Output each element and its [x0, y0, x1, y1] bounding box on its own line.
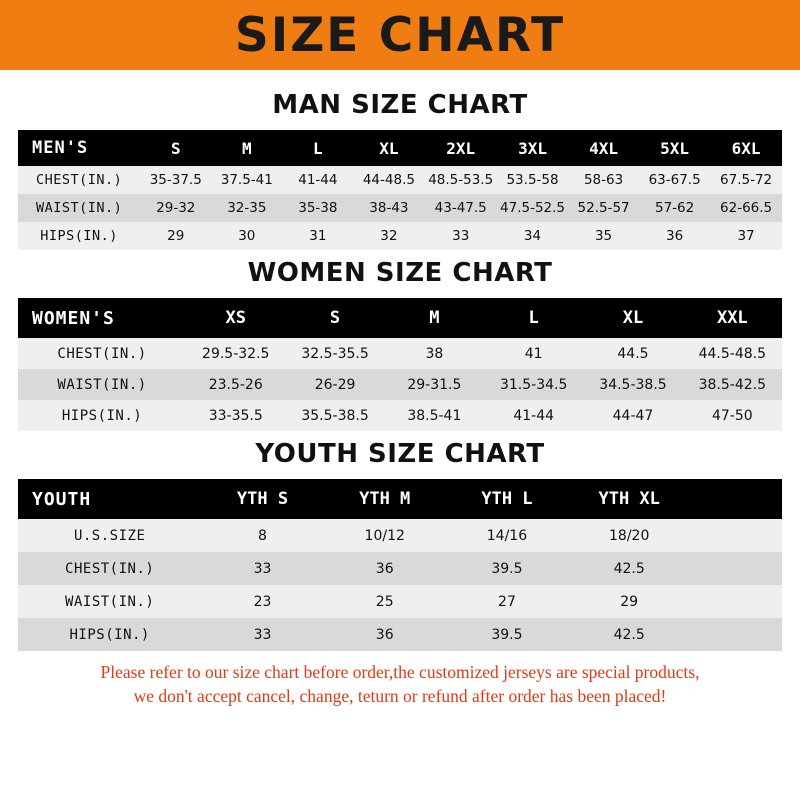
men-header-5xl: 5XL: [639, 130, 710, 166]
men-hips-5xl: 36: [639, 222, 710, 250]
men-header-s: S: [140, 130, 211, 166]
men-hips-4xl: 35: [568, 222, 639, 250]
page-title: SIZE CHART: [234, 7, 566, 63]
table-row: [18, 194, 782, 222]
youth-hips-spacer: [690, 618, 782, 651]
women-section-title: WOMEN SIZE CHART: [247, 258, 553, 288]
men-header-4xl: 4XL: [568, 130, 639, 166]
men-waist-4xl: 52.5-57: [568, 194, 639, 222]
table-row: [18, 400, 782, 431]
men-chest-3xl: 53.5-58: [497, 166, 568, 194]
women-chest-xs: 29.5-32.5: [186, 338, 285, 369]
men-chest-s: 35-37.5: [140, 166, 211, 194]
header-spacer: [0, 70, 800, 82]
men-chest-2xl: 48.5-53.5: [424, 166, 497, 194]
youth-header-yth-xl: YTH XL: [568, 479, 690, 519]
men-waist-m: 32-35: [211, 194, 282, 222]
youth-chest-spacer: [690, 552, 782, 585]
men-size-table: [18, 130, 782, 250]
youth-row-hips-label: HIPS(IN.): [18, 618, 201, 651]
women-waist-xl: 34.5-38.5: [583, 369, 682, 400]
men-waist-3xl: 47.5-52.5: [497, 194, 568, 222]
men-row-chest-label: CHEST(IN.): [18, 166, 140, 194]
men-hips-s: 29: [140, 222, 211, 250]
table-row: [18, 552, 782, 585]
women-chest-m: 38: [385, 338, 484, 369]
women-header-l: L: [484, 298, 583, 338]
women-header-xl: XL: [583, 298, 682, 338]
men-row-hips-label: HIPS(IN.): [18, 222, 140, 250]
women-waist-s: 26-29: [285, 369, 384, 400]
youth-header-yth-l: YTH L: [446, 479, 568, 519]
women-row-hips-label: HIPS(IN.): [18, 400, 186, 431]
youth-row-waist-label: WAIST(IN.): [18, 585, 201, 618]
men-header-l: L: [282, 130, 353, 166]
women-waist-xs: 23.5-26: [186, 369, 285, 400]
men-chest-6xl: 67.5-72: [710, 166, 782, 194]
youth-waist-spacer: [690, 585, 782, 618]
women-hips-s: 35.5-38.5: [285, 400, 384, 431]
men-header-xl: XL: [353, 130, 424, 166]
women-chest-s: 32.5-35.5: [285, 338, 384, 369]
table-row: [18, 166, 782, 194]
youth-header-spacer: [690, 479, 782, 519]
women-chest-xl: 44.5: [583, 338, 682, 369]
women-row-waist-label: WAIST(IN.): [18, 369, 186, 400]
youth-ussize-l: 14/16: [446, 519, 568, 552]
men-chest-5xl: 63-67.5: [639, 166, 710, 194]
men-chest-l: 41-44: [282, 166, 353, 194]
men-waist-s: 29-32: [140, 194, 211, 222]
men-hips-m: 30: [211, 222, 282, 250]
men-header-3xl: 3XL: [497, 130, 568, 166]
table-row: [18, 519, 782, 552]
youth-section-title: YOUTH SIZE CHART: [255, 439, 545, 469]
women-hips-l: 41-44: [484, 400, 583, 431]
men-hips-3xl: 34: [497, 222, 568, 250]
header-banner: [0, 0, 800, 70]
youth-chest-s: 33: [201, 552, 323, 585]
men-waist-xl: 38-43: [353, 194, 424, 222]
youth-chest-xl: 42.5: [568, 552, 690, 585]
footer-line-1: Please refer to our size chart before order,the customized jerseys are special products,: [100, 662, 700, 682]
footer-line-2: we don't accept cancel, change, teturn or refund after order has been placed!: [133, 685, 667, 706]
youth-row-ussize-label: U.S.SIZE: [18, 519, 201, 552]
men-header-label: MEN'S: [18, 130, 140, 166]
men-hips-2xl: 33: [424, 222, 497, 250]
women-hips-xl: 44-47: [583, 400, 682, 431]
youth-row-chest-label: CHEST(IN.): [18, 552, 201, 585]
men-waist-5xl: 57-62: [639, 194, 710, 222]
women-size-table: [18, 298, 782, 431]
youth-hips-s: 33: [201, 618, 323, 651]
women-header-xxl: XXL: [683, 298, 782, 338]
youth-ussize-s: 8: [201, 519, 323, 552]
men-waist-l: 35-38: [282, 194, 353, 222]
table-row: [18, 618, 782, 651]
men-header-6xl: 6XL: [710, 130, 782, 166]
youth-hips-xl: 42.5: [568, 618, 690, 651]
youth-waist-m: 25: [324, 585, 446, 618]
youth-ussize-spacer: [690, 519, 782, 552]
youth-waist-xl: 29: [568, 585, 690, 618]
men-hips-xl: 32: [353, 222, 424, 250]
table-row: [18, 338, 782, 369]
women-header-s: S: [285, 298, 384, 338]
youth-header-yth-m: YTH M: [324, 479, 446, 519]
youth-chest-m: 36: [324, 552, 446, 585]
youth-header-row: [18, 479, 782, 519]
women-header-row: [18, 298, 782, 338]
men-header-m: M: [211, 130, 282, 166]
footer-disclaimer: [18, 651, 782, 708]
women-header-xs: XS: [186, 298, 285, 338]
men-section-title: MAN SIZE CHART: [272, 90, 528, 120]
men-chest-xl: 44-48.5: [353, 166, 424, 194]
youth-chest-l: 39.5: [446, 552, 568, 585]
youth-waist-l: 27: [446, 585, 568, 618]
youth-waist-s: 23: [201, 585, 323, 618]
women-hips-xs: 33-35.5: [186, 400, 285, 431]
table-row: [18, 369, 782, 400]
men-chest-4xl: 58-63: [568, 166, 639, 194]
women-hips-xxl: 47-50: [683, 400, 782, 431]
youth-header-yth-s: YTH S: [201, 479, 323, 519]
women-waist-m: 29-31.5: [385, 369, 484, 400]
women-hips-m: 38.5-41: [385, 400, 484, 431]
men-waist-6xl: 62-66.5: [710, 194, 782, 222]
table-row: [18, 585, 782, 618]
youth-header-label: YOUTH: [18, 479, 201, 519]
men-waist-2xl: 43-47.5: [424, 194, 497, 222]
women-header-m: M: [385, 298, 484, 338]
women-row-chest-label: CHEST(IN.): [18, 338, 186, 369]
women-waist-xxl: 38.5-42.5: [683, 369, 782, 400]
men-hips-6xl: 37: [710, 222, 782, 250]
women-waist-l: 31.5-34.5: [484, 369, 583, 400]
women-header-label: WOMEN'S: [18, 298, 186, 338]
men-header-2xl: 2XL: [424, 130, 497, 166]
table-row: [18, 222, 782, 250]
men-header-row: [18, 130, 782, 166]
youth-ussize-m: 10/12: [324, 519, 446, 552]
youth-hips-l: 39.5: [446, 618, 568, 651]
youth-ussize-xl: 18/20: [568, 519, 690, 552]
youth-size-table: [18, 479, 782, 651]
women-chest-xxl: 44.5-48.5: [683, 338, 782, 369]
content-area: [0, 90, 800, 708]
men-chest-m: 37.5-41: [211, 166, 282, 194]
youth-hips-m: 36: [324, 618, 446, 651]
men-hips-l: 31: [282, 222, 353, 250]
men-row-waist-label: WAIST(IN.): [18, 194, 140, 222]
women-chest-l: 41: [484, 338, 583, 369]
